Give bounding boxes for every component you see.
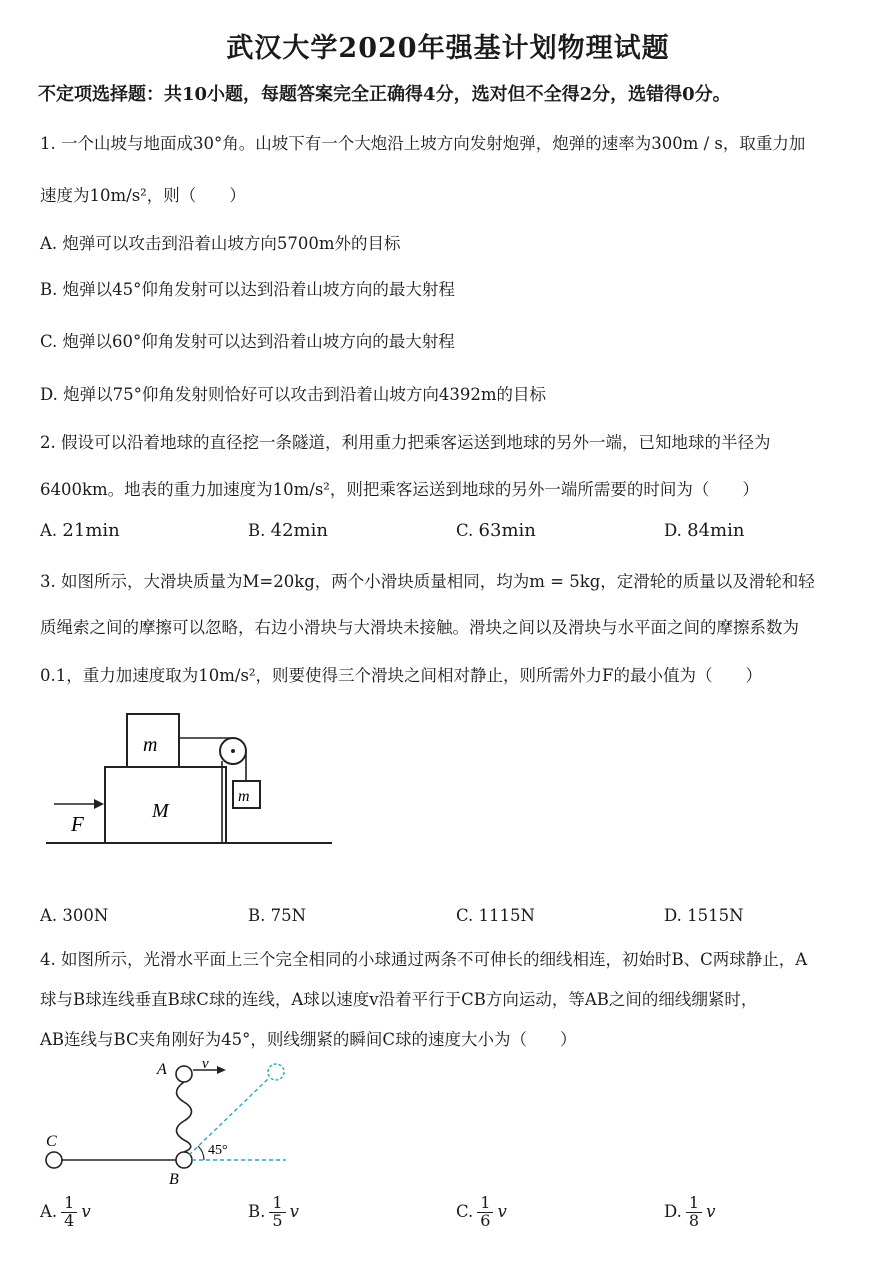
ball-a [176, 1066, 192, 1082]
velocity-arrowhead-icon [217, 1066, 226, 1074]
force-label: F [71, 812, 84, 836]
q2-option-d[interactable]: D. 84min [664, 520, 745, 541]
q4-option-c[interactable]: C. $\frac{1}{6}$ v [456, 1193, 507, 1230]
string-ab-slack [177, 1082, 192, 1152]
page-title: 武汉大学2020年强基计划物理试题 [226, 33, 670, 64]
q2-option-b[interactable]: B. 42min [248, 520, 328, 541]
label-a: A [157, 1061, 167, 1078]
q3-option-b[interactable]: B. 75N [248, 906, 307, 925]
q2-stem-line1: 2. 假设可以沿着地球的直径挖一条隧道，利用重力把乘客运送到地球的另外一端，已知地球的半径为 [40, 433, 771, 452]
q3-stem-line2: 质绳索之间的摩擦可以忽略，右边小滑块与大滑块未接触。滑块之间以及滑块与水平面之间的摩擦系数为 [40, 618, 799, 637]
q1-option-a[interactable]: A. 炮弹可以攻击到沿着山坡方向5700m外的目标 [40, 234, 401, 253]
angle-label: 45° [208, 1143, 228, 1158]
q2-stem-line2: 6400km。地表的重力加速度为10m/s²，则把乘客运送到地球的另外一端所需要的时间为（ ） [40, 480, 759, 499]
q3-stem-line3: 0.1，重力加速度取为10m/s²，则要使得三个滑块之间相对静止，则所需外力F的最小值为（ ） [40, 666, 762, 685]
q2-option-a[interactable]: A. 21min [40, 520, 120, 541]
label-b: B [169, 1171, 179, 1186]
pulley-axle [231, 749, 235, 753]
q2-option-c[interactable]: C. 63min [456, 520, 536, 541]
ball-a-final-position [268, 1064, 284, 1080]
hanging-block-label: m [238, 788, 250, 805]
q4-option-b[interactable]: B. $\frac{1}{5}$ v [248, 1193, 299, 1230]
q3-option-a[interactable]: A. 300N [40, 906, 109, 925]
q1-stem-line1: 1. 一个山坡与地面成30°角。山坡下有一个大炮沿上坡方向发射炮弹，炮弹的速率为300m / s，取重力加 [40, 134, 806, 153]
q3-option-c[interactable]: C. 1115N [456, 906, 535, 925]
section-instruction: 不定项选择题：共10小题，每题答案完全正确得4分，选对但不全得2分，选错得0分。 [38, 84, 731, 105]
q1-stem-line2: 速度为10m/s²，则（ ） [40, 186, 246, 205]
angle-arc [198, 1146, 204, 1160]
q4-stem-line2: 球与B球连线垂直B球C球的连线，A球以速度v沿着平行于CB方向运动，等AB之间的细线绷紧时， [40, 990, 758, 1009]
big-block-label: M [152, 800, 169, 822]
q4-option-d[interactable]: D. $\frac{1}{8}$ v [664, 1193, 716, 1230]
q3-option-d[interactable]: D. 1515N [664, 906, 744, 925]
q4-stem-line3: AB连线与BC夹角刚好为45°，则线绷紧的瞬间C球的速度大小为（ ） [40, 1030, 577, 1049]
q1-option-c[interactable]: C. 炮弹以60°仰角发射可以达到沿着山坡方向的最大射程 [40, 332, 455, 351]
small-block-label: m [143, 734, 158, 756]
ball-c [46, 1152, 62, 1168]
q3-pulley-figure [40, 705, 340, 855]
q4-option-a[interactable]: A. $\frac{1}{4}$ v [40, 1193, 91, 1230]
q4-balls-figure [36, 1056, 306, 1186]
q4-stem-line1: 4. 如图所示，光滑水平面上三个完全相同的小球通过两条不可伸长的细线相连，初始时B、C两球静止，A [40, 950, 808, 969]
force-arrowhead-icon [94, 799, 104, 809]
q1-option-b[interactable]: B. 炮弹以45°仰角发射可以达到沿着山坡方向的最大射程 [40, 280, 455, 299]
label-v: v [202, 1056, 209, 1072]
q1-option-d[interactable]: D. 炮弹以75°仰角发射则恰好可以攻击到沿着山坡方向4392m的目标 [40, 385, 547, 404]
q3-stem-line1: 3. 如图所示，大滑块质量为M=20kg，两个小滑块质量相同，均为m = 5kg，定滑轮的质量以及滑轮和轻 [40, 572, 815, 591]
label-c: C [46, 1133, 57, 1150]
dashed-diagonal [189, 1078, 269, 1155]
